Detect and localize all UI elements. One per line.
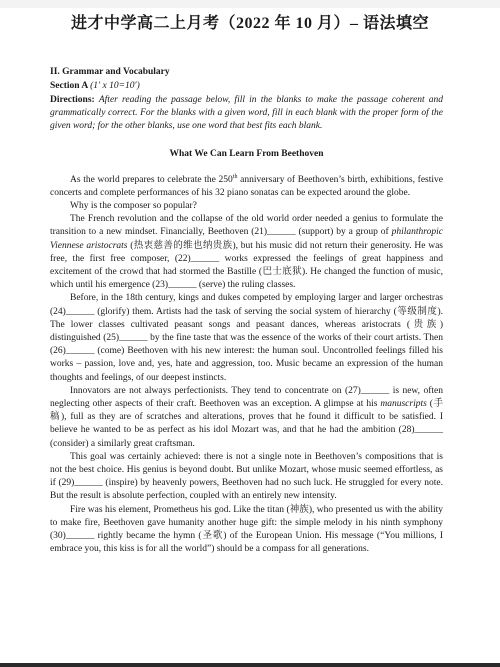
paragraph-6: This goal was certainly achieved: there is not a single note in Beethoven’s compositions that is not the best choice. His genius is beyond doubt. But unlike Mozart, whose music seemed effortless, as if (29)______ (inspire) by heavenly powers, Beethoven had no such luck. He struggled for every note. But the result is absolute perfection, coupled with an entirely new intensity.: [50, 451, 443, 502]
document-body: [50, 66, 443, 557]
section-subheading: [50, 80, 443, 92]
paragraph-7: Fire was his element, Prometheus his god. Like the titan (神族), who presented us with the ability to make fire, Beethoven gave humanity another huge gift: the simple melody in his ninth symphony (30)______ rightly became the hymn (圣歌) of the European Union. His message (“You millions, I embrace you, this kiss is for all the world”) should be a compass for all generations.: [50, 504, 443, 555]
top-strip: [0, 0, 500, 8]
directions: [50, 94, 443, 134]
directions-text: After reading the passage below, fill in the blanks to make the passage coherent and grammatically correct. For the blanks with a given word, fill in each blank with the proper form of the given word; for the other blanks, use one word that best fits each blank.: [50, 95, 444, 132]
section-sub-label: Section A: [50, 81, 88, 91]
bottom-edge: [0, 663, 500, 667]
paragraph-3: The French revolution and the collapse of the old world order needed a genius to formulate the transition to a new mindset. Financially, Beethoven (21)______ (support) by a group of philanthropic Viennese aristocrats (热衷慈善的维也纳贵族), but his music did not return their generosity. He was free, the first free composer, (22)______ works expressed the feelings of great happiness and excitement of the crowd that had stormed the Bastille (巴士底狱). He changed the function of music, which until his emergence (23)______ (serve) the ruling classes.: [50, 214, 443, 291]
page-title: 进才中学高二上月考（2022 年 10 月）– 语法填空: [70, 15, 429, 32]
paragraph-2: Why is the composer so popular?: [70, 201, 197, 212]
section-points: (1′ x 10=10′): [90, 81, 140, 91]
paragraph-4: Before, in the 18th century, kings and dukes competed by employing larger and larger orchestras (24)______ (glorify) them. Artists had the task of serving the social system of hierarchy (等级制度). The lower classes cultivated peasant songs and peasant dances, whereas aristocrats (贵族) distinguished (25)______ by the fine taste that was the essence of the works of their court artists. Then (26)______ (come) Beethoven with his new interest: the human soul. Uncontrolled feelings filled his works – passion, love and, yes, hate and aggression, too. Music became an expression of the human thoughts and feelings, of our deepest instincts.: [50, 293, 443, 383]
directions-label: Directions:: [50, 95, 95, 105]
paragraph-1: As the world prepares to celebrate the 250th anniversary of Beethoven’s birth, exhibitions, festive concerts and complete performances of his 32 piano sonatas can be expected around the globe.: [50, 173, 443, 198]
section-heading: II. Grammar and Vocabulary: [50, 67, 170, 77]
passage-title: What We Can Learn From Beethoven: [169, 148, 324, 159]
paragraph-5: Innovators are not always perfectionists. They tend to concentrate on (27)______ is new, often neglecting other aspects of their craft. Beethoven was an exception. A glimpse at his manuscripts (手稿), full as they are of scratches and alterations, proves that he found it difficult to be satisfied. I believe he wanted to be as perfect as his idol Mozart was, and that he had the ambition (28)______ (consider) a similarly great craftsman.: [50, 385, 443, 449]
